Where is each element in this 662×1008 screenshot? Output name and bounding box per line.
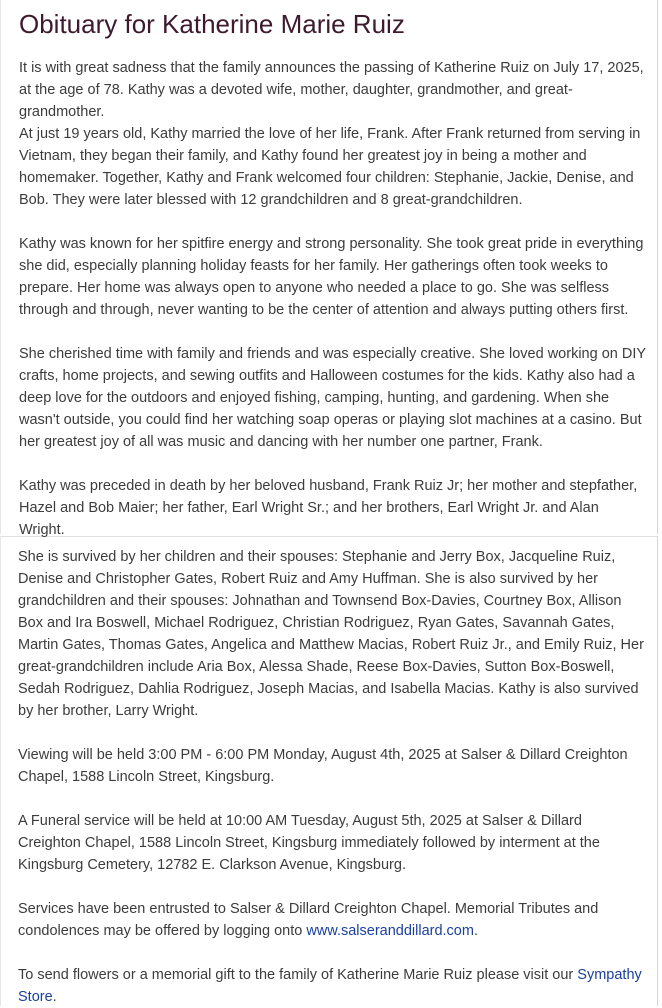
services-period: . <box>473 923 478 939</box>
paragraph-preceded: Kathy was preceded in death by her beloved husband, Frank Ruiz Jr; her mother and stepfather, Hazel and Bob Maier; her father, Earl Wright Sr.; and her brothers, Earl Wright Jr. and Alan Wright. <box>19 478 638 538</box>
paragraph-announcement: It is with great sadness that the family announces the passing of Katherine Ruiz on July 17, 2025, at the age of 78. Kathy was a devoted wife, mother, daughter, grandmother, and great-grandmother. <box>19 60 644 120</box>
paragraph-flowers <box>18 964 646 1008</box>
services-text: Services have been entrusted to Salser & Dillard Creighton Chapel. Memorial Tributes and condolences may be offered by logging onto <box>18 901 599 939</box>
flowers-text: To send flowers or a memorial gift to the family of Katherine Marie Ruiz please visit our <box>18 967 578 983</box>
paragraph-marriage: At just 19 years old, Kathy married the love of her life, Frank. After Frank returned from serving in Vietnam, they began their family, and Kathy found her greatest joy in being a mother and homemaker. Together, Kathy and Frank welcomed four children: Stephanie, Jackie, Denise, and Bob. They were later blessed with 12 grandchildren and 8 great-grandchildren. <box>19 126 641 208</box>
paragraph-services <box>18 898 646 942</box>
flowers-period: . <box>52 989 57 1005</box>
paragraph-viewing: Viewing will be held 3:00 PM - 6:00 PM Monday, August 4th, 2025 at Salser & Dillard Creighton Chapel, 1588 Lincoln Street, Kingsburg. <box>18 747 628 785</box>
sympathy-store-link[interactable]: Sympathy Store <box>18 967 642 1005</box>
paragraph-funeral: A Funeral service will be held at 10:00 AM Tuesday, August 5th, 2025 at Salser & Dillard Creighton Chapel, 1588 Lincoln Street, Kingsburg immediately followed by interment at the Kingsburg Cemetery, 12782 E. Clarkson Avenue, Kingsburg. <box>18 813 600 873</box>
website-link[interactable]: www.salseranddillard.com <box>306 923 474 939</box>
paragraph-personality: Kathy was known for her spitfire energy and strong personality. She took great pride in everything she did, especially planning holiday feasts for her family. Her gatherings often took weeks to prepare. Her home was always open to anyone who needed a place to go. She was selfless through and through, never wanting to be the center of attention and always putting others first. <box>19 236 644 318</box>
paragraph-hobbies: She cherished time with family and friends and was especially creative. She loved working on DIY crafts, home projects, and sewing outfits and Halloween costumes for the kids. Kathy also had a deep love for the outdoors and enjoyed fishing, camping, hunting, and gardening. When she wasn't outside, you could find her watching soap operas or playing slot machines at a casino. But her greatest joy of all was music and dancing with her number one partner, Frank. <box>19 346 646 450</box>
paragraph-survived: She is survived by her children and their spouses: Stephanie and Jerry Box, Jacqueline Ruiz, Denise and Christopher Gates, Robert Ruiz and Amy Huffman. She is also survived by her grandchildren and their spouses: Johnathan and Townsend Box-Davies, Courtney Box, Allison Box and Ira Boswell, Michael Rodriguez, Christian Rodriguez, Ryan Gates, Savannah Gates, Martin Gates, Thomas Gates, Angelica and Matthew Macias, Robert Ruiz Jr., and Emily Ruiz, Her great-grandchildren include Aria Box, Alessa Shade, Reese Box-Davies, Sutton Box-Boswell, Sedah Rodriguez, Dahlia Rodriguez, Joseph Macias, and Isabella Macias. Kathy is also survived by her brother, Larry Wright. <box>18 549 644 719</box>
page-title: Obituary for Katherine Marie Ruiz <box>19 9 405 39</box>
